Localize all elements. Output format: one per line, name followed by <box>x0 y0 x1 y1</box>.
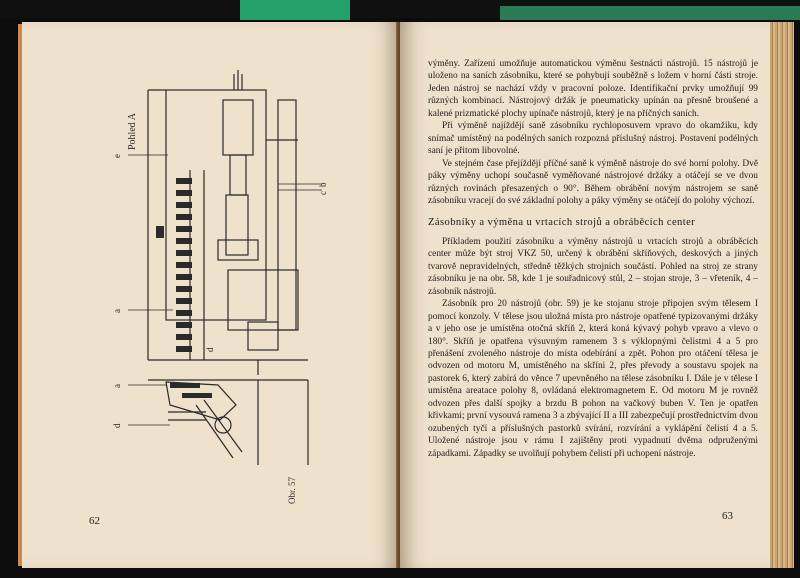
paragraph-1: výměny. Zařízení umožňuje automatickou výměnu šestnácti nástrojů. 15 nástrojů je uloženo na saních zásobníku, které se pohybují souběžně s ložem v horní části stroje. Jeden nástroj se nachází vždy v pracovní poloze. Identifikační prvky umožňují 99 různých kombinací. Nástrojový držák je pneumaticky upínán na přesně broušené a kalené prizmatické plochy upínače nástrojů, který je na příčných saních. <box>428 59 758 119</box>
green-tab <box>240 0 350 20</box>
callout-c: c <box>318 191 328 195</box>
callout-d-lower: d <box>112 423 122 428</box>
section-heading: Zásobníky a výměna u vrtacích strojů a obráběcích center <box>428 217 696 229</box>
callout-b: b <box>318 182 328 187</box>
callout-a-lower: a <box>112 384 122 388</box>
technical-drawing <box>108 60 338 480</box>
paragraph-4: Příkladem použití zásobníku a výměny nástrojů u vrtacích strojů a obráběcích center může být stroj VKZ 50, určený k obrábění skříňových, deskových a jiných tvarově nepravidelných, středně těžkých strojních součástí. Pohled na stroj ze strany zásobníku je na obr. 58, kde 1 je souřadnicový stůl, 2 – stojan stroje, 3 – vřeteník, 4 – zásobník nástrojů. <box>428 236 758 297</box>
paragraph-3: Ve stejném čase přejíždějí příčné saně k výměně nástroje do své horní polohy. Dvě páky výměny uchopí současně vyměňované nástrojové držáky a otáčejí se ve dvou různých rovinách přesazených o 90°. Během obrábění novým nástrojem se saně zásobníku vracejí do své základní polohy a páky výměny se otáčejí do polohy výchozí. <box>428 158 758 206</box>
paragraph-5: Zásobník pro 20 nástrojů (obr. 59) je ke stojanu stroje připojen svým tělesem I pomocí konzoly. V tělese jsou uložná místa pro nástroje opatřené typizovanými držáky a v jeho ose je umístěna otočná skříň 2, která koná kývavý pohyb vpravo a vlevo o 180°. Skříň je opatřena výsuvným ramenem 3 s výklopnými čelistmi 4 a 5 pro přenášení zvoleného nástroje do místa odebírání a zpět. Pohon pro otáčení tělesa je odvozen od motoru M, umístěného na skříni 2, přes převody a soustavu spojek na pastorek 6, který zabírá do věnce 7 upevněného na tělese zásobníku I. Dále je v tělese I umístěna areatace polohy 8, ovládaná elektromagnetem E. Od motoru M je rovněž odvozen přes další spojky a brzdu B pohon na vačkový buben V. Ten je opatřen křivkami; první vysouvá ramena 3 a zbývající II a III zabezpečují prostřednictvím dvou ozubených tyčí a příslušných pastorků svírání, rozvírání a vyklápění čelistí 4 a 5. Uložené nástroje jsou v rámu I zajištěny proti vypadnutí dvěma odpruženými západkami. Západky se uvolňují pohybem čelistí při uchopení nástroje. <box>428 299 758 459</box>
callout-a-upper: a <box>112 309 122 313</box>
right-page-text <box>428 58 758 460</box>
page-number-left: 62 <box>89 515 100 527</box>
machine-drawing-svg <box>108 60 338 480</box>
paragraph-2: Při výměně najíždějí saně zásobníku rychloposuvem vpravo do okamžiku, kdy snímač umístěný na podélných saních rozpozná příslušný nástroj. Postavení podélných saní je přitom libovolné. <box>428 121 758 157</box>
green-cover-edge <box>500 6 800 20</box>
page-number-right: 63 <box>722 510 733 522</box>
figure-caption: Obr. 57 <box>287 477 297 504</box>
callout-e: e <box>112 154 122 158</box>
callout-d-upper: d <box>205 347 215 352</box>
page-stack-edge <box>770 22 794 568</box>
view-label: Pohled A <box>127 113 138 150</box>
